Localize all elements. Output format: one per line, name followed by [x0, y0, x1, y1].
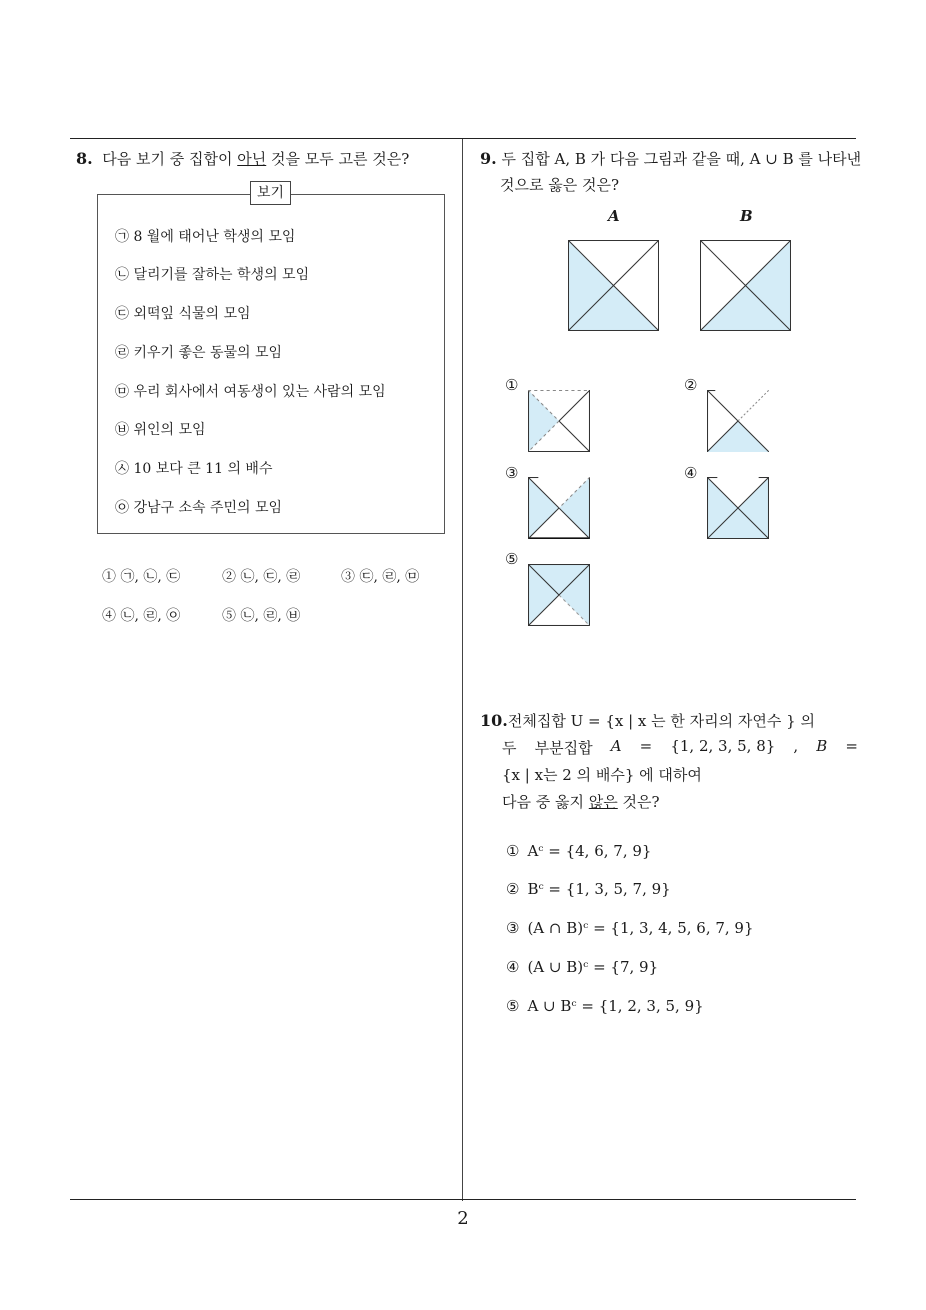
bogi-item: ㉡ 달리기를 잘하는 학생의 모임: [115, 267, 310, 283]
q8-prompt-after: 것을 모두 고른 것은?: [266, 150, 410, 168]
q9-option-3-label[interactable]: ③: [505, 464, 519, 482]
set-b-figure: [700, 240, 791, 331]
q10-option-2[interactable]: [506, 880, 671, 898]
page-number: 2: [457, 1208, 469, 1229]
q10-line1-text: 전체집합 U = {x | x 는 한 자리의 자연수 } 의: [507, 712, 815, 730]
q10-line2-token: ,: [793, 737, 799, 755]
q10-option-number: ①: [506, 842, 520, 860]
q10-option-3[interactable]: [506, 919, 754, 937]
q10-line4-underlined: 않은: [588, 793, 618, 811]
column-divider: [462, 139, 463, 1201]
q9-option-2-label[interactable]: ②: [684, 376, 698, 394]
bogi-item: ㉣ 키우기 좋은 동물의 모임: [115, 345, 283, 361]
q10-option-expr: Aᶜ = {4, 6, 7, 9}: [527, 842, 652, 860]
q8-prompt-underlined: 아닌: [237, 150, 267, 168]
bogi-item: ㉥ 위인의 모임: [115, 422, 206, 438]
bogi-title: 보기: [250, 181, 291, 205]
q8-choice-5[interactable]: ⑤ ㉡, ㉣, ㉥: [222, 608, 301, 624]
q10-line2-token: B: [816, 737, 828, 755]
q10-option-4[interactable]: [506, 958, 658, 976]
q8-prompt: [76, 146, 409, 172]
q10-option-1[interactable]: [506, 842, 651, 860]
top-rule: [70, 138, 856, 139]
q8-number: 8.: [76, 149, 93, 168]
q9-option-4-label[interactable]: ④: [684, 464, 698, 482]
q8-choice-1[interactable]: ① ㉠, ㉡, ㉢: [102, 569, 181, 585]
q10-line4-before: 다음 중 옳지: [502, 793, 589, 811]
q10-option-number: ④: [506, 958, 520, 976]
bogi-item: ㉠ 8 월에 태어난 학생의 모임: [115, 229, 296, 245]
q10-option-number: ③: [506, 919, 520, 937]
q8-choice-2[interactable]: ② ㉡, ㉢, ㉣: [222, 569, 301, 585]
q10-line2-token: 두: [502, 739, 517, 757]
bogi-item: ㉢ 외떡잎 식물의 모임: [115, 306, 251, 322]
q9-prompt-text: 두 집합 A, B 가 다음 그림과 같을 때, A ∪ B 를 나타낸: [501, 150, 862, 168]
bogi-item: ㉦ 10 보다 큰 11 의 배수: [115, 461, 273, 477]
q10-line2-token: {1, 2, 3, 5, 8}: [670, 737, 776, 755]
q9-option-1-label[interactable]: ①: [505, 376, 519, 394]
q10-option-expr: Bᶜ = {1, 3, 5, 7, 9}: [527, 880, 671, 898]
q10-line4-after: 것은?: [617, 793, 660, 811]
q10-number: 10.: [480, 711, 508, 730]
set-a-label: A: [608, 207, 620, 225]
q9-option-1-figure[interactable]: [528, 390, 590, 452]
q9-option-4-figure[interactable]: [707, 477, 769, 539]
q10-line3: {x | x는 2 의 배수} 에 대하여: [502, 766, 702, 784]
q10-option-expr: (A ∩ B)ᶜ = {1, 3, 4, 5, 6, 7, 9}: [527, 919, 754, 937]
q10-option-expr: A ∪ Bᶜ = {1, 2, 3, 5, 9}: [527, 997, 704, 1015]
q9-option-5-figure[interactable]: [528, 564, 590, 626]
q9-prompt-line1: [480, 146, 861, 172]
q8-choice-3[interactable]: ③ ㉢, ㉣, ㉤: [341, 569, 420, 585]
set-b-label: B: [740, 207, 753, 225]
q9-option-5-label[interactable]: ⑤: [505, 550, 519, 568]
q10-line2-token: A: [610, 737, 622, 755]
q10-line4: [502, 791, 660, 812]
q9-option-2-figure[interactable]: [707, 390, 769, 452]
q10-option-number: ②: [506, 880, 520, 898]
q10-option-number: ⑤: [506, 997, 520, 1015]
q10-line2: [502, 737, 858, 758]
q10-line2-token: =: [845, 737, 858, 755]
set-a-figure: [568, 240, 659, 331]
q9-option-3-figure[interactable]: [528, 477, 590, 539]
q10-line1: [480, 710, 815, 731]
q10-option-expr: (A ∪ B)ᶜ = {7, 9}: [527, 958, 659, 976]
q10-option-5[interactable]: [506, 997, 704, 1015]
bogi-item: ㉤ 우리 회사에서 여동생이 있는 사람의 모임: [115, 384, 386, 400]
q10-line2-token: 부분집합: [534, 739, 593, 757]
q9-number: 9.: [480, 149, 497, 168]
q10-line2-token: =: [639, 737, 653, 755]
bottom-rule: [70, 1199, 856, 1200]
q8-prompt-before: 다음 보기 중 집합이: [102, 150, 238, 168]
q9-prompt-line2: 것으로 옳은 것은?: [500, 176, 620, 194]
bogi-item: ㉧ 강남구 소속 주민의 모임: [115, 500, 283, 516]
q8-choice-4[interactable]: ④ ㉡, ㉣, ㉧: [102, 608, 181, 624]
